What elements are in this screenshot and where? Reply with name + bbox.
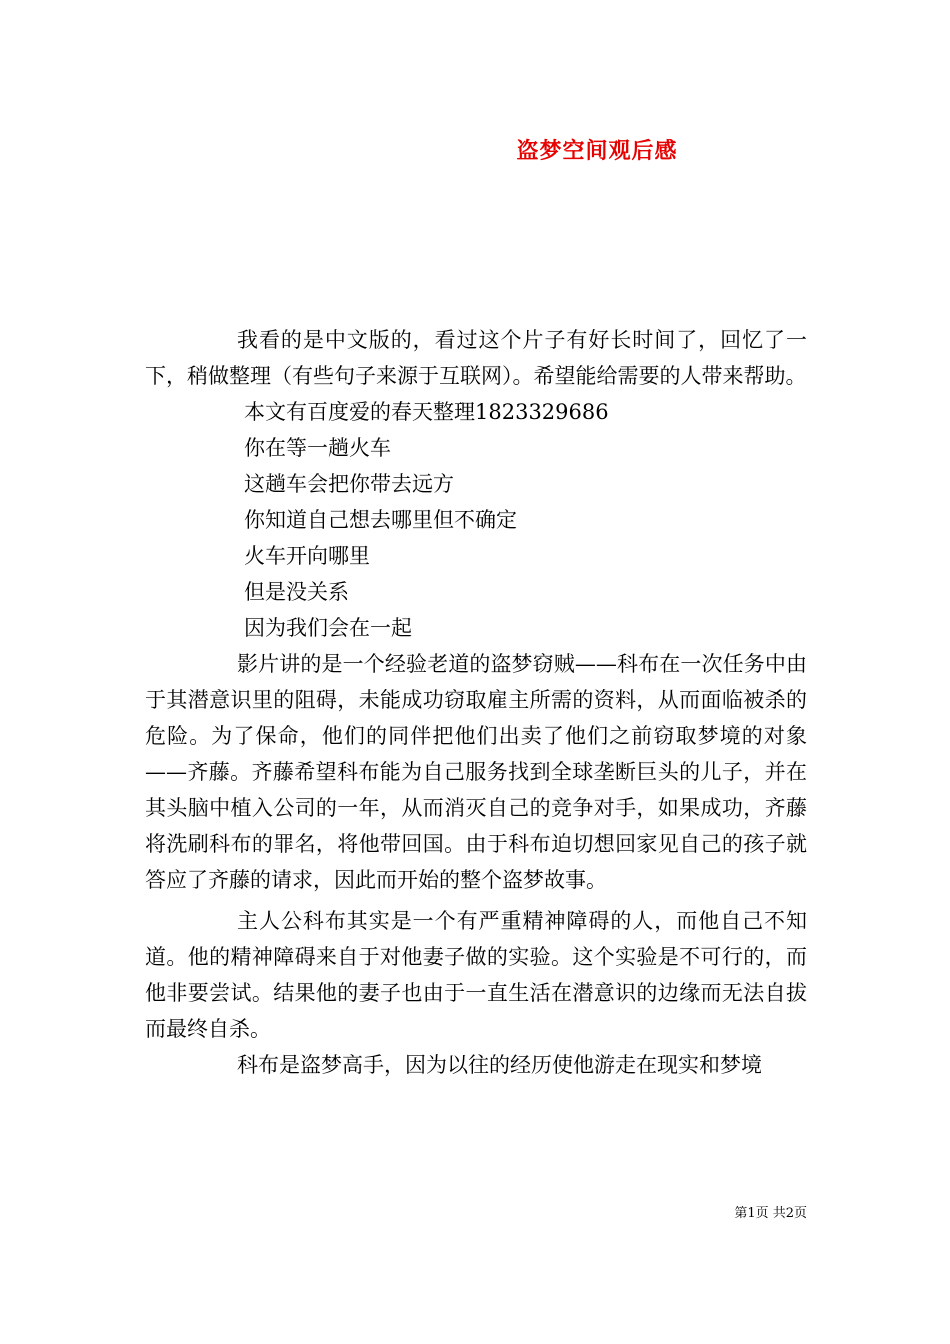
text-line: 本文有百度爱的春天整理1823329686 bbox=[244, 400, 609, 424]
page-number: 第1页 共2页 bbox=[734, 1206, 807, 1221]
text-line: 但是没关系 bbox=[244, 580, 349, 604]
text-line: 火车开向哪里 bbox=[244, 544, 370, 568]
text-line: 因为我们会在一起 bbox=[244, 616, 412, 640]
body-paragraph: 影片讲的是一个经验老道的盗梦窃贼——科布在一次任务中由于其潜意识里的阻碍，未能成功窃取雇主所需的资料，从而面临被杀的危险。为了保命，他们的同伴把他们出卖了他们之前窃取梦境的对象——齐藤。齐藤希望科布能为自己服务找到全球垄断巨头的儿子，并在其头脑中植入公司的一年，从而消灭自己的竞争对手，如果成功，齐藤将洗刷科布的罪名，将他带回国。由于科布迫切想回家见自己的孩子就答应了齐藤的请求，因此而开始的整个盗梦故事。 bbox=[145, 652, 807, 892]
intro-paragraph: 我看的是中文版的，看过这个片子有好长时间了，回忆了一下，稍做整理（有些句子来源于互联网）。希望能给需要的人带来帮助。 bbox=[145, 328, 807, 388]
page-title: 盗梦空间观后感 bbox=[516, 138, 678, 164]
body-paragraph: 主人公科布其实是一个有严重精神障碍的人，而他自己不知道。他的精神障碍来自于对他妻子做的实验。这个实验是不可行的，而他非要尝试。结果他的妻子也由于一直生活在潜意识的边缘而无法自拔而最终自杀。 bbox=[145, 909, 807, 1041]
text-line: 你知道自己想去哪里但不确定 bbox=[244, 508, 517, 532]
text-line: 这趟车会把你带去远方 bbox=[244, 472, 454, 496]
document-body bbox=[145, 322, 807, 1083]
body-paragraph: 科布是盗梦高手，因为以往的经历使他游走在现实和梦境 bbox=[237, 1053, 762, 1077]
text-line: 你在等一趟火车 bbox=[244, 436, 391, 460]
